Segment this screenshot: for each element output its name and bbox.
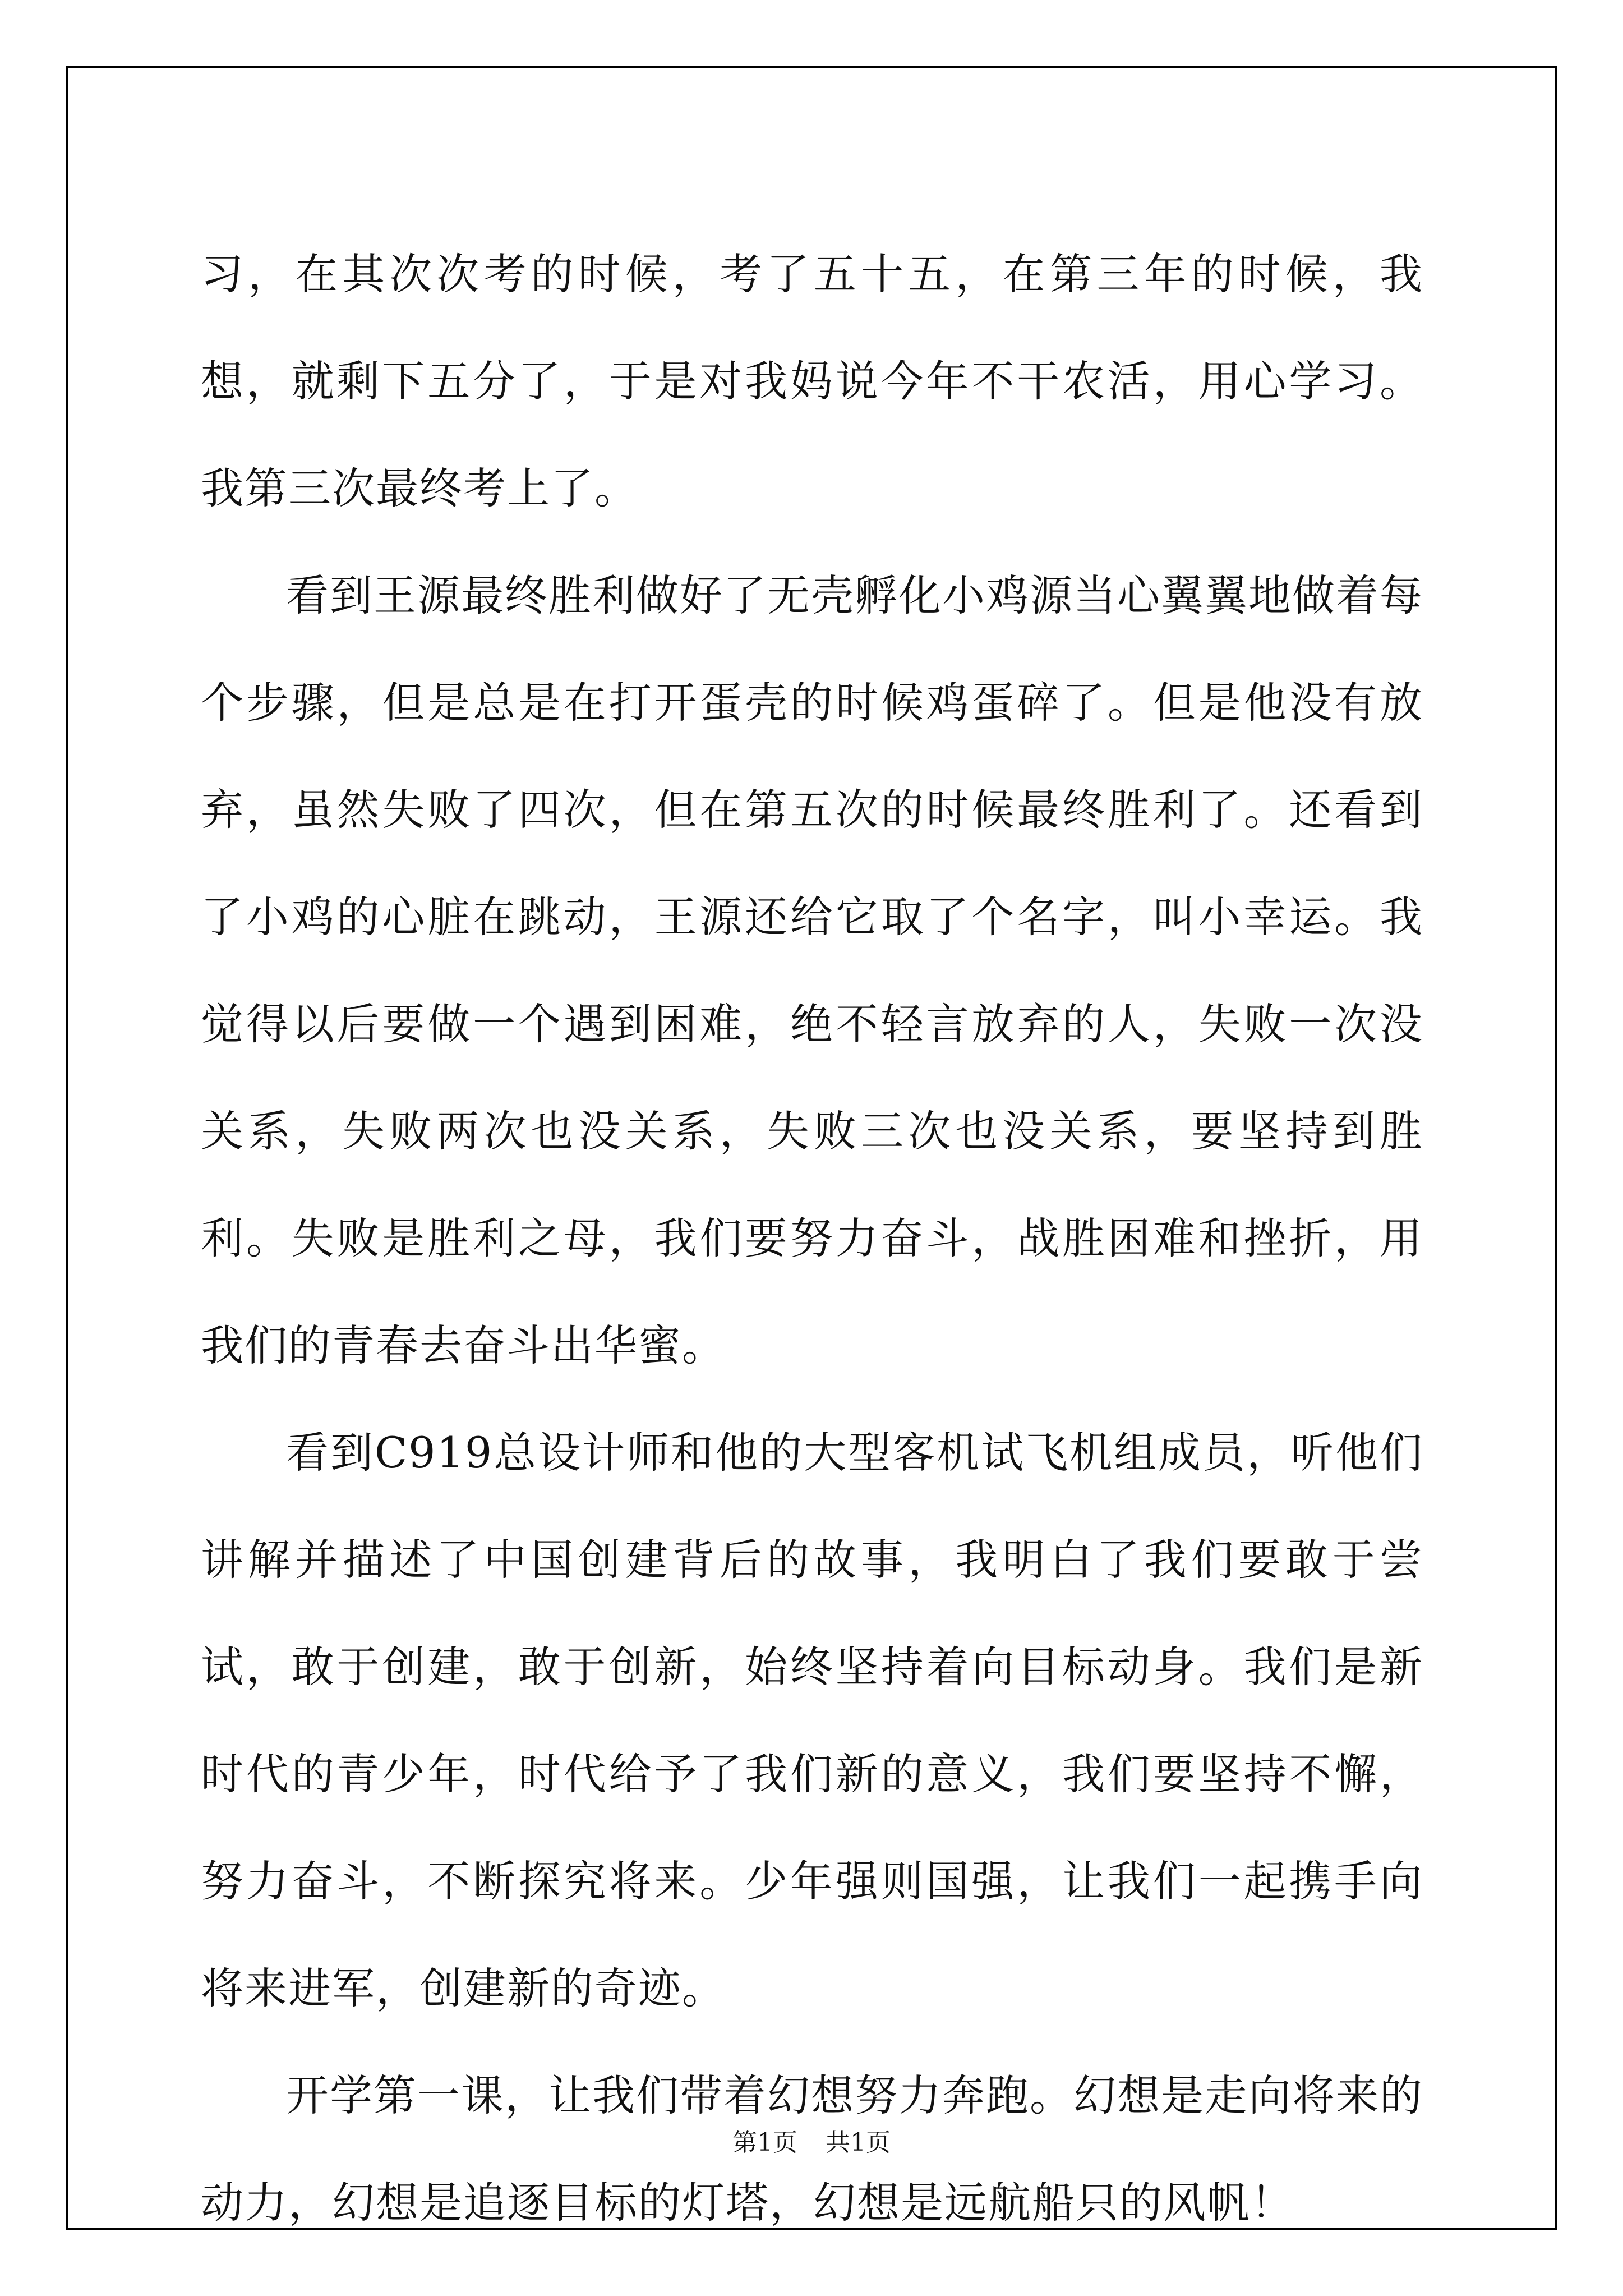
document-body [201,220,1423,2256]
paragraph: 看到王源最终胜利做好了无壳孵化小鸡源当心翼翼地做着每个步骤，但是总是在打开蛋壳的时候鸡蛋碎了。但是他没有放弃，虽然失败了四次，但在第五次的时候最终胜利了。还看到了小鸡的心脏在跳动，王源还给它取了个名字，叫小幸运。我觉得以后要做一个遇到困难，绝不轻言放弃的人，失败一次没关系，失败两次也没关系，失败三次也没关系，要坚持到胜利。失败是胜利之母，我们要努力奋斗，战胜困难和挫折，用我们的青春去奋斗出华蜜。 [201,570,1423,1370]
paragraph: 习，在其次次考的时候，考了五十五，在第三年的时候，我想，就剩下五分了，于是对我妈说今年不干农活，用心学习。我第三次最终考上了。 [201,249,1423,513]
page-number-current: 第1页 [732,2128,797,2157]
paragraph: 开学第一课，让我们带着幻想努力奔跑。幻想是走向将来的动力，幻想是追逐目标的灯塔，幻想是远航船只的风帆！ [201,2070,1423,2228]
paragraph: 看到C919总设计师和他的大型客机试飞机组成员，听他们讲解并描述了中国创建背后的故事，我明白了我们要敢于尝试，敢于创建，敢于创新，始终坚持着向目标动身。我们是新时代的青少年，时代给予了我们新的意义，我们要坚持不懈，努力奋斗，不断探究将来。少年强则国强，让我们一起携手向将来进军，创建新的奇迹。 [201,1428,1423,2013]
page-footer [0,2126,1623,2160]
page-number-total: 共1页 [826,2128,891,2157]
